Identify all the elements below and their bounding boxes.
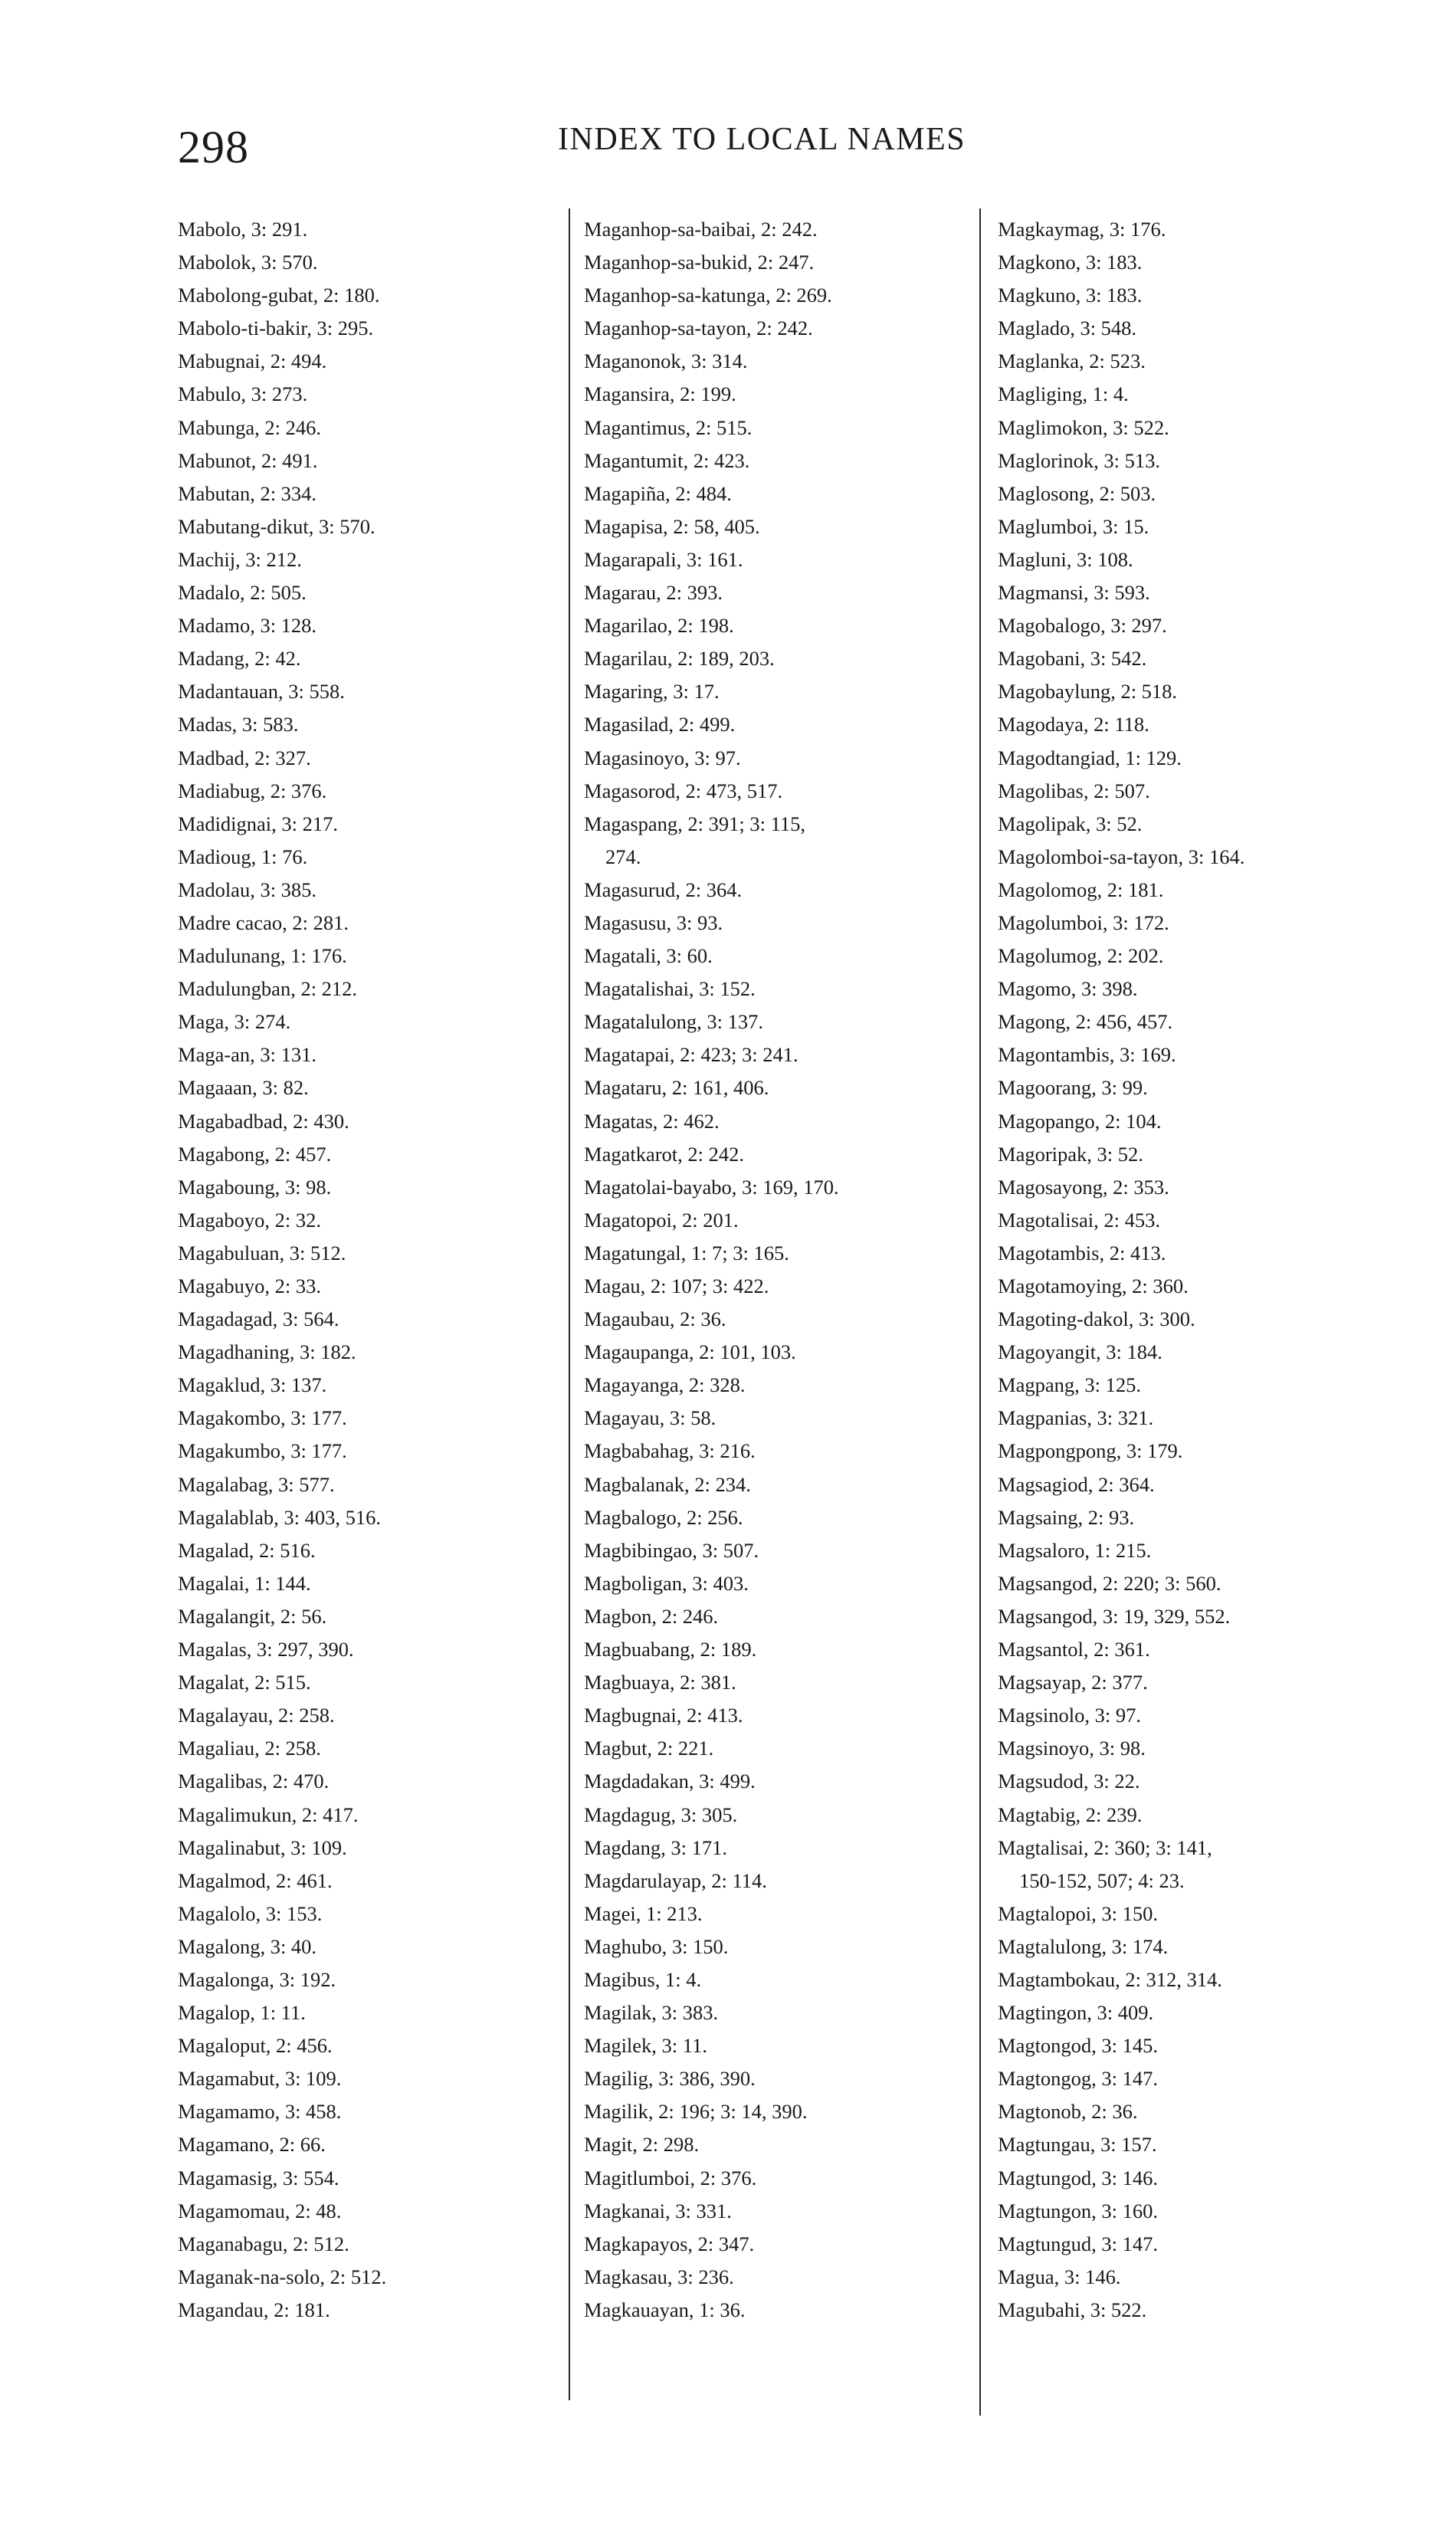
index-entry: Magalas, 3: 297, 390. — [178, 1638, 354, 1661]
index-entry: Magubahi, 3: 522. — [998, 2298, 1147, 2321]
index-entry: Magsaloro, 1: 215. — [998, 1538, 1152, 1562]
index-entry: Magamabut, 3: 109. — [178, 2067, 342, 2091]
index-entry: Mabolo, 3: 291. — [178, 218, 308, 241]
index-entry: Magalolo, 3: 153. — [178, 1901, 323, 1925]
index-entry: Magatungal, 1: 7; 3: 165. — [584, 1241, 789, 1264]
index-entry: Magobalogo, 3: 297. — [998, 614, 1167, 638]
index-entry: Magotambis, 2: 413. — [998, 1241, 1166, 1264]
index-entry: Magdang, 3: 171. — [584, 1835, 727, 1859]
index-entry: Madamo, 3: 128. — [178, 614, 317, 638]
index-entry: Magolomog, 2: 181. — [998, 877, 1164, 901]
index-entry: Magasilad, 2: 499. — [584, 713, 736, 736]
index-entry: Magansira, 2: 199. — [584, 382, 736, 406]
index-entry: Maganonok, 3: 314. — [584, 349, 748, 373]
index-entry: Magilak, 3: 383. — [584, 2001, 719, 2025]
index-entry: Magsaing, 2: 93. — [998, 1505, 1135, 1529]
index-entry: Magakumbo, 3: 177. — [178, 1439, 347, 1463]
index-entry: Magaboung, 3: 98. — [178, 1175, 332, 1199]
index-entry: Magamasig, 3: 554. — [178, 2166, 339, 2190]
index-entry: Magolipak, 3: 52. — [998, 812, 1143, 835]
index-entry: Magtongod, 3: 145. — [998, 2034, 1159, 2058]
index-entry: Magbuabang, 2: 189. — [584, 1638, 757, 1661]
index-entry: Magaliau, 2: 258. — [178, 1737, 321, 1760]
index-entry: Magbugnai, 2: 413. — [584, 1704, 743, 1727]
index-entry: Madas, 3: 583. — [178, 713, 299, 736]
index-entry: Magtingon, 3: 409. — [998, 2001, 1154, 2025]
index-entry: Magaspang, 2: 391; 3: 115, — [584, 812, 806, 835]
index-entry: Madioug, 1: 76. — [178, 845, 308, 868]
index-entry: Maglorinok, 3: 513. — [998, 448, 1160, 472]
index-entry: Magabuyo, 2: 33. — [178, 1274, 321, 1297]
index-entry: Magalayau, 2: 258. — [178, 1704, 335, 1727]
index-entry: Mabulo, 3: 273. — [178, 382, 308, 406]
index-entry: Magamomau, 2: 48. — [178, 2199, 342, 2222]
index-entry: Mabolok, 3: 570. — [178, 251, 318, 274]
index-entry: Madulunang, 1: 176. — [178, 944, 347, 968]
index-entry: Magua, 3: 146. — [998, 2265, 1121, 2288]
index-entry: Magtabig, 2: 239. — [998, 1802, 1143, 1826]
index-entry: Magkauayan, 1: 36. — [584, 2298, 746, 2321]
index-entry: Magtungau, 3: 157. — [998, 2133, 1157, 2157]
index-entry: Magibus, 1: 4. — [584, 1967, 702, 1991]
index-entry: Magoyangit, 3: 184. — [998, 1340, 1163, 1364]
index-entry: Magabuluan, 3: 512. — [178, 1241, 346, 1264]
index-entry: Mabutang-dikut, 3: 570. — [178, 514, 375, 538]
index-entry: Magilik, 2: 196; 3: 14, 390. — [584, 2100, 808, 2124]
index-entry: Magadagad, 3: 564. — [178, 1307, 339, 1331]
index-entry: Magalimukun, 2: 417. — [178, 1802, 359, 1826]
index-entry: Magit, 2: 298. — [584, 2133, 700, 2157]
index-column-1 — [178, 213, 546, 2327]
index-entry: Magtungon, 3: 160. — [998, 2199, 1159, 2222]
index-entry: Magalinabut, 3: 109. — [178, 1835, 347, 1859]
index-entry: Magatas, 2: 462. — [584, 1109, 720, 1133]
index-entry: Magsinolo, 3: 97. — [998, 1704, 1141, 1727]
index-entry: Magaaan, 3: 82. — [178, 1076, 309, 1100]
index-entry: Magatkarot, 2: 242. — [584, 1142, 745, 1166]
index-entry: Maglumboi, 3: 15. — [998, 514, 1149, 538]
index-entry: Magamamo, 3: 458. — [178, 2100, 342, 2124]
index-entry: Magtalisai, 2: 360; 3: 141, — [998, 1835, 1212, 1859]
index-entry: Magalablab, 3: 403, 516. — [178, 1505, 381, 1529]
index-entry: Magaloput, 2: 456. — [178, 2034, 333, 2058]
index-entry: Magkasau, 3: 236. — [584, 2265, 734, 2288]
index-entry: Magobaylung, 2: 518. — [998, 680, 1178, 704]
index-entry: Magatalulong, 3: 137. — [584, 1010, 764, 1034]
index-entry: Magamano, 2: 66. — [178, 2133, 326, 2157]
index-entry: Magtongog, 3: 147. — [998, 2067, 1159, 2091]
index-entry: Magalop, 1: 11. — [178, 2001, 306, 2025]
index-entry: Magatolai-bayabo, 3: 169, 170. — [584, 1175, 839, 1199]
index-entry: Magsangod, 3: 19, 329, 552. — [998, 1604, 1231, 1628]
index-entry: Magkaymag, 3: 176. — [998, 218, 1166, 241]
index-entry: Magalmod, 2: 461. — [178, 1868, 333, 1892]
index-entry: Magolumboi, 3: 172. — [998, 910, 1169, 934]
index-entry: Magomo, 3: 398. — [998, 977, 1138, 1001]
index-entry: Magsudod, 3: 22. — [998, 1770, 1140, 1793]
index-entry: Magayau, 3: 58. — [584, 1406, 717, 1430]
index-entry: Madulungban, 2: 212. — [178, 977, 358, 1001]
index-entry: Magodtangiad, 1: 129. — [998, 746, 1182, 769]
index-entry: Magau, 2: 107; 3: 422. — [584, 1274, 769, 1297]
index-entry: Magabong, 2: 457. — [178, 1142, 332, 1166]
index-entry: Magasurud, 2: 364. — [584, 877, 743, 901]
index-entry: Madolau, 3: 385. — [178, 877, 317, 901]
index-entry: Magasorod, 2: 473, 517. — [584, 779, 783, 802]
column-rule-right — [979, 208, 981, 2416]
index-entry: Madantauan, 3: 558. — [178, 680, 345, 704]
index-entry: Madidignai, 3: 217. — [178, 812, 339, 835]
index-entry: Maganabagu, 2: 512. — [178, 2232, 349, 2255]
index-entry: Magontambis, 3: 169. — [998, 1043, 1176, 1067]
index-entry: Magarilao, 2: 198. — [584, 614, 734, 638]
index-entry: Madiabug, 2: 376. — [178, 779, 327, 802]
index-entry: Maglimokon, 3: 522. — [998, 415, 1169, 439]
index-entry: Magei, 1: 213. — [584, 1901, 703, 1925]
index-entry: Magarau, 2: 393. — [584, 581, 723, 605]
index-entry: Magaring, 3: 17. — [584, 680, 720, 704]
index-entry: Mabugnai, 2: 494. — [178, 349, 327, 373]
index-entry: Maglosong, 2: 503. — [998, 481, 1156, 505]
index-entry: Magaboyo, 2: 32. — [178, 1208, 321, 1232]
index-entry: Mabolong-gubat, 2: 180. — [178, 284, 380, 307]
index-entry: Magakombo, 3: 177. — [178, 1406, 347, 1430]
index-entry: Magotamoying, 2: 360. — [998, 1274, 1189, 1297]
index-entry: Magasinoyo, 3: 97. — [584, 746, 741, 769]
index-entry: Magalabag, 3: 577. — [178, 1472, 335, 1496]
index-entry: Magatalishai, 3: 152. — [584, 977, 756, 1001]
index-entry: Magatali, 3: 60. — [584, 944, 713, 968]
index-entry: Magaupanga, 2: 101, 103. — [584, 1340, 796, 1364]
index-entry: Magalibas, 2: 470. — [178, 1770, 330, 1793]
index-entry: Magkanai, 3: 331. — [584, 2199, 732, 2222]
index-entry: Magataru, 2: 161, 406. — [584, 1076, 769, 1100]
index-entry: Magarilau, 2: 189, 203. — [584, 647, 775, 671]
index-entry: Magopango, 2: 104. — [998, 1109, 1162, 1133]
index-entry: Magotalisai, 2: 453. — [998, 1208, 1160, 1232]
index-entry: Magtonob, 2: 36. — [998, 2100, 1138, 2124]
index-entry: Magbuaya, 2: 381. — [584, 1671, 736, 1694]
index-entry: Magapiña, 2: 484. — [584, 481, 732, 505]
index-entry: Magalai, 1: 144. — [178, 1571, 311, 1595]
index-entry: Magalangit, 2: 56. — [178, 1604, 327, 1628]
running-title: INDEX TO LOCAL NAMES — [558, 122, 966, 157]
index-entry: Magsinoyo, 3: 98. — [998, 1737, 1146, 1760]
index-entry: Magdarulayap, 2: 114. — [584, 1868, 767, 1892]
index-entry: Magsayap, 2: 377. — [998, 1671, 1148, 1694]
index-entry: Magaubau, 2: 36. — [584, 1307, 726, 1331]
index-entry: Magosayong, 2: 353. — [998, 1175, 1169, 1199]
index-entry: Maglanka, 2: 523. — [998, 349, 1146, 373]
index-entry: Maganhop-sa-bukid, 2: 247. — [584, 251, 815, 274]
index-entry: Magong, 2: 456, 457. — [998, 1010, 1173, 1034]
index-entry: Magmansi, 3: 593. — [998, 581, 1150, 605]
index-entry: 150-152, 507; 4: 23. — [1019, 1868, 1185, 1892]
index-entry: Magatapai, 2: 423; 3: 241. — [584, 1043, 799, 1067]
index-entry: Machij, 3: 212. — [178, 547, 302, 571]
index-entry: Mabunga, 2: 246. — [178, 415, 321, 439]
index-entry: Magbabahag, 3: 216. — [584, 1439, 756, 1463]
index-entry: Magalonga, 3: 192. — [178, 1967, 336, 1991]
index-entry: Magpongpong, 3: 179. — [998, 1439, 1183, 1463]
index-entry: Magtalulong, 3: 174. — [998, 1934, 1169, 1958]
index-entry: Magliging, 1: 4. — [998, 382, 1129, 406]
index-entry: Magilek, 3: 11. — [584, 2034, 707, 2058]
index-entry: Magoorang, 3: 99. — [998, 1076, 1148, 1100]
page-number: 298 — [178, 122, 249, 172]
index-entry: Magpang, 3: 125. — [998, 1373, 1141, 1397]
index-entry: Magbibingao, 3: 507. — [584, 1538, 759, 1562]
index-entry: Mabutan, 2: 334. — [178, 481, 317, 505]
index-entry: Magantimus, 2: 515. — [584, 415, 753, 439]
index-entry: Mabolo-ti-bakir, 3: 295. — [178, 317, 374, 340]
index-entry: Magpanias, 3: 321. — [998, 1406, 1154, 1430]
index-entry: Magbalanak, 2: 234. — [584, 1472, 751, 1496]
index-entry: Maghubo, 3: 150. — [584, 1934, 729, 1958]
index-entry: Magbon, 2: 246. — [584, 1604, 719, 1628]
index-entry: Magayanga, 2: 328. — [584, 1373, 746, 1397]
index-entry: Magbalogo, 2: 256. — [584, 1505, 743, 1529]
index-entry: Magalat, 2: 515. — [178, 1671, 311, 1694]
index-entry: Magodaya, 2: 118. — [998, 713, 1149, 736]
index-entry: Madre cacao, 2: 281. — [178, 910, 349, 934]
index-entry: Magaklud, 3: 137. — [178, 1373, 327, 1397]
index-column-3 — [998, 213, 1396, 2327]
index-entry: Magantumit, 2: 423. — [584, 448, 750, 472]
index-entry: Magsagiod, 2: 364. — [998, 1472, 1155, 1496]
index-entry: Magtungod, 3: 146. — [998, 2166, 1159, 2190]
column-rule-left — [569, 208, 570, 2400]
index-entry: Magluni, 3: 108. — [998, 547, 1133, 571]
index-entry: Magalad, 2: 516. — [178, 1538, 316, 1562]
index-entry: Maglado, 3: 548. — [998, 317, 1137, 340]
index-entry: Magkono, 3: 183. — [998, 251, 1143, 274]
index-column-2 — [584, 213, 967, 2327]
index-entry: Madang, 2: 42. — [178, 647, 301, 671]
index-entry: Magtungud, 3: 147. — [998, 2232, 1159, 2255]
index-entry: Maganhop-sa-baibai, 2: 242. — [584, 218, 818, 241]
index-entry: 274. — [605, 845, 641, 868]
index-entry: Magolibas, 2: 507. — [998, 779, 1150, 802]
index-entry: Madalo, 2: 505. — [178, 581, 307, 605]
index-entry: Magolomboi-sa-tayon, 3: 164. — [998, 845, 1245, 868]
index-entry: Magsantol, 2: 361. — [998, 1638, 1150, 1661]
index-entry: Maga, 3: 274. — [178, 1010, 291, 1034]
index-entry: Magdadakan, 3: 499. — [584, 1770, 756, 1793]
index-entry: Madbad, 2: 327. — [178, 746, 311, 769]
index-entry: Magoripak, 3: 52. — [998, 1142, 1143, 1166]
index-entry: Magilig, 3: 386, 390. — [584, 2067, 756, 2091]
index-entry: Magobani, 3: 542. — [998, 647, 1147, 671]
index-entry: Magboligan, 3: 403. — [584, 1571, 749, 1595]
index-entry: Magabadbad, 2: 430. — [178, 1109, 349, 1133]
index-entry: Magkapayos, 2: 347. — [584, 2232, 755, 2255]
index-entry: Magadhaning, 3: 182. — [178, 1340, 356, 1364]
index-entry: Magalong, 3: 40. — [178, 1934, 317, 1958]
index-entry: Magsangod, 2: 220; 3: 560. — [998, 1571, 1222, 1595]
index-entry: Magoting-dakol, 3: 300. — [998, 1307, 1195, 1331]
index-entry: Maganak-na-solo, 2: 512. — [178, 2265, 387, 2288]
index-entry: Magandau, 2: 181. — [178, 2298, 330, 2321]
index-entry: Maganhop-sa-katunga, 2: 269. — [584, 284, 832, 307]
index-entry: Maganhop-sa-tayon, 2: 242. — [584, 317, 813, 340]
index-entry: Magasusu, 3: 93. — [584, 910, 723, 934]
index-entry: Magkuno, 3: 183. — [998, 284, 1143, 307]
index-entry: Magdagug, 3: 305. — [584, 1802, 738, 1826]
index-entry: Magapisa, 2: 58, 405. — [584, 514, 760, 538]
index-entry: Mabunot, 2: 491. — [178, 448, 318, 472]
index-entry: Magatopoi, 2: 201. — [584, 1208, 739, 1232]
index-entry: Maga-an, 3: 131. — [178, 1043, 317, 1067]
index-entry: Magolumog, 2: 202. — [998, 944, 1164, 968]
index-entry: Magtambokau, 2: 312, 314. — [998, 1967, 1222, 1991]
index-entry: Magarapali, 3: 161. — [584, 547, 743, 571]
index-entry: Magtalopoi, 3: 150. — [998, 1901, 1159, 1925]
index-entry: Magbut, 2: 221. — [584, 1737, 714, 1760]
index-entry: Magitlumboi, 2: 376. — [584, 2166, 757, 2190]
